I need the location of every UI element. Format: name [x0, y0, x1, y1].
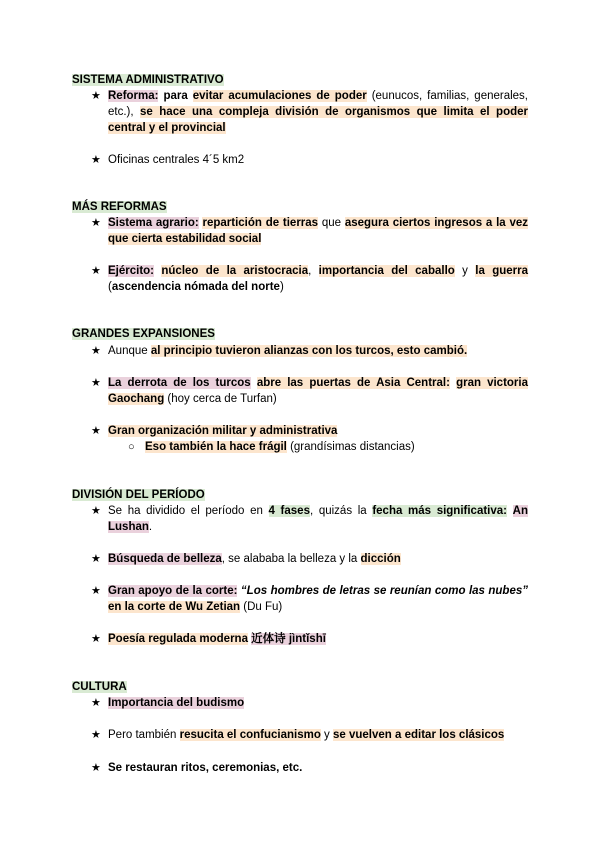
list-item: ★ Reforma: para evitar acumulaciones de poder (eunucos, familias, generales, etc.), se hace una compleja división de organismos que limita el poder central y el provincial [91, 90, 528, 135]
section-heading-reformas: MÁS REFORMAS [72, 201, 167, 213]
star-bullet-icon: ★ [91, 585, 101, 597]
list-item: ★ Sistema agrario: repartición de tierras que asegura ciertos ingresos a la vez que cierta estabilidad social [91, 217, 528, 246]
section-heading-expansiones: GRANDES EXPANSIONES [72, 328, 215, 340]
list-sub-item: ○ Eso también la hace frágil (grandísimas distancias) [128, 439, 528, 455]
star-bullet-icon: ★ [91, 697, 101, 709]
star-bullet-icon: ★ [91, 505, 101, 517]
section-heading-admin: SISTEMA ADMINISTRATIVO [72, 74, 224, 86]
star-bullet-icon: ★ [91, 265, 101, 277]
list-item: ★ Importancia del budismo [91, 695, 528, 711]
list-item: ★ Gran apoyo de la corte: “Los hombres de letras se reunían como las nubes” en la corte de Wu Zetian (Du Fu) [91, 585, 528, 614]
star-bullet-icon: ★ [91, 633, 101, 645]
list-item: ★ Se restauran ritos, ceremonias, etc. [91, 760, 528, 776]
star-bullet-icon: ★ [91, 762, 101, 774]
star-bullet-icon: ★ [91, 154, 101, 166]
list-item: ★ Oficinas centrales 4´5 km2 [91, 152, 528, 168]
section-heading-cultura: CULTURA [72, 681, 127, 693]
list-item: ★ Pero también resucita el confucianismo y se vuelven a editar los clásicos [91, 727, 528, 743]
star-bullet-icon: ★ [91, 425, 101, 437]
list-item: ★ Se ha dividido el período en 4 fases, quizás la fecha más significativa: An Lushan. [91, 505, 528, 534]
star-bullet-icon: ★ [91, 377, 101, 389]
star-bullet-icon: ★ [91, 217, 101, 229]
list-item: ★ Búsqueda de belleza, se alababa la belleza y la dicción [91, 551, 528, 567]
list-item: ★ La derrota de los turcos abre las puertas de Asia Central: gran victoria Gaochang (hoy cerca de Turfan) [91, 377, 529, 406]
list-item: ★ Gran organización militar y administrativa [91, 423, 528, 439]
section-heading-division: DIVISIÓN DEL PERÍODO [72, 489, 205, 501]
circle-bullet-icon: ○ [128, 441, 135, 453]
list-item: ★ Aunque al principio tuvieron alianzas con los turcos, esto cambió. [91, 343, 528, 359]
star-bullet-icon: ★ [91, 90, 101, 102]
star-bullet-icon: ★ [91, 553, 101, 565]
list-item: ★ Ejército: núcleo de la aristocracia, importancia del caballo y la guerra (ascendencia nómada del norte) [91, 265, 529, 294]
star-bullet-icon: ★ [91, 729, 101, 741]
star-bullet-icon: ★ [91, 345, 101, 357]
list-item: ★ Poesía regulada moderna 近体诗 jìntǐshī [91, 631, 528, 647]
